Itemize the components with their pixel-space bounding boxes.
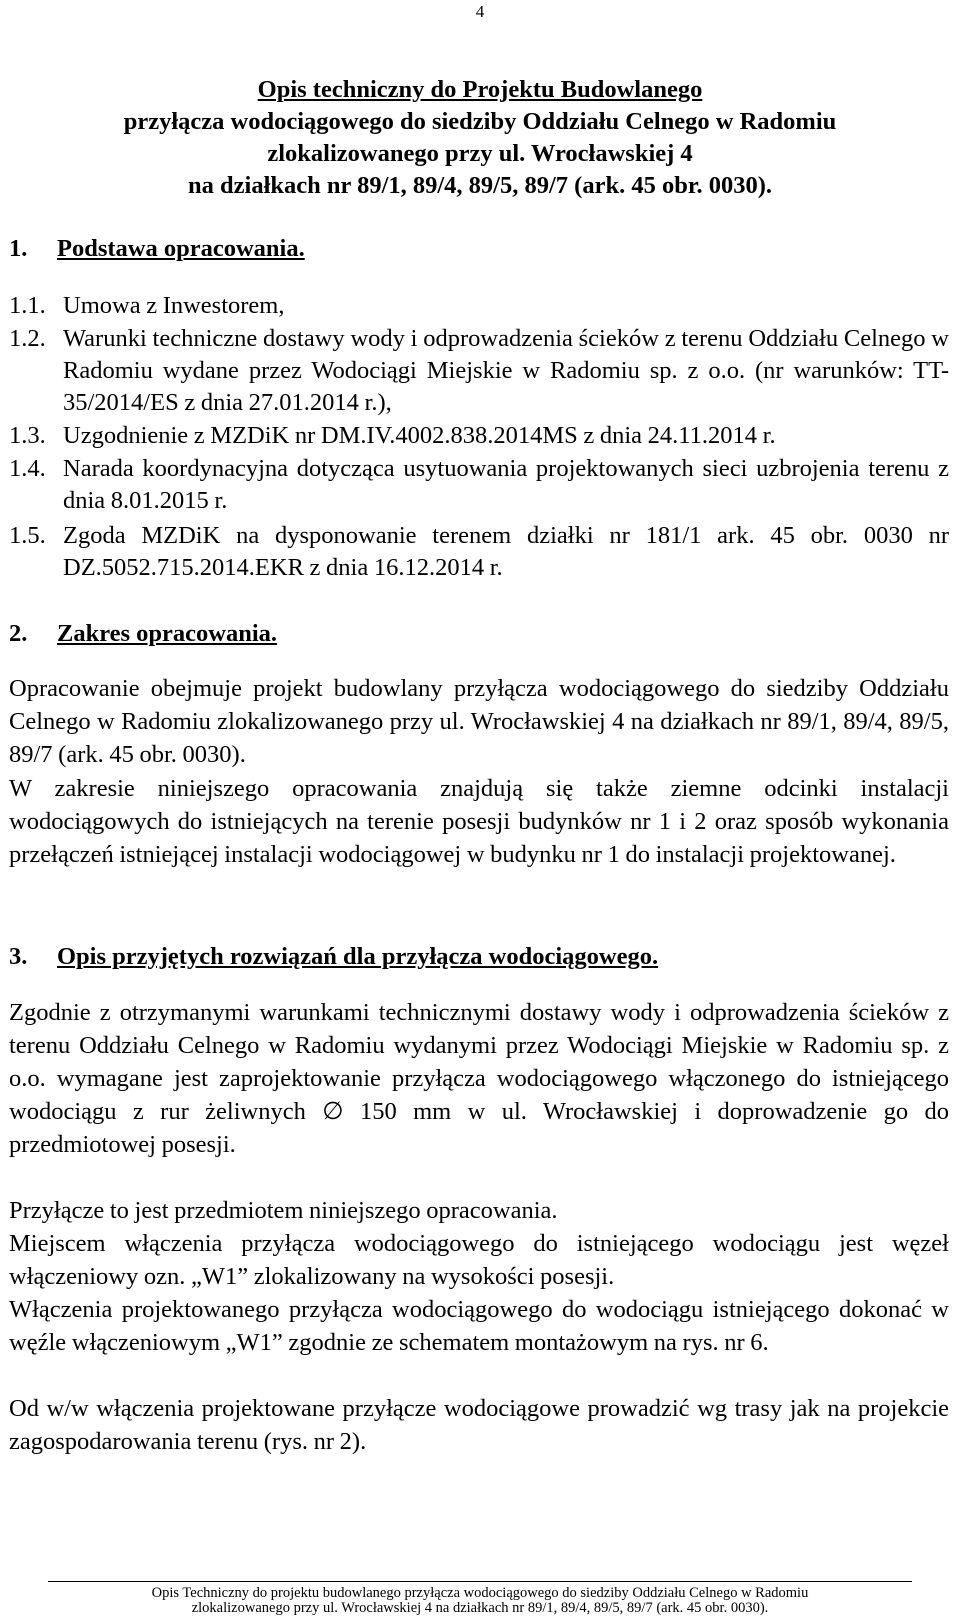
footer-line-1: Opis Techniczny do projektu budowlanego przyłącza wodociągowego do siedziby Oddziału Celnego w Radomiu <box>151 1585 809 1601</box>
section-3-paragraph-1: Zgodnie z otrzymanymi warunkami technicznymi dostawy wody i odprowadzenia ścieków z terenu Oddziału Celnego w Radomiu wydanymi przez Wodociągi Miejskie w Radomiu sp. z o.o. wymagane jest zaprojektowanie przyłącza wodociągowego włączonego do istniejącego wodociągu z rur żeliwnych ∅ 150 mm w ul. Wrocławskiej i doprowadzenie go do przedmiotowej posesji. <box>9 999 949 1158</box>
list-item-number: 1.2. <box>9 325 46 352</box>
list-item-number: 1.1. <box>9 292 46 319</box>
title-line-2: przyłącza wodociągowego do siedziby Oddziału Celnego w Radomiu <box>123 108 837 135</box>
list-item-1-5 <box>9 520 949 584</box>
section-1-heading <box>9 234 305 264</box>
list-item-1-1 <box>9 290 949 322</box>
document-title <box>0 74 960 202</box>
list-item-number: 1.4. <box>9 455 46 482</box>
section-3-paragraph-4: Włączenia projektowanego przyłącza wodociągowego do wodociągu istniejącego dokonać w węźle włączeniowym „W1” zgodnie ze schematem montażowym na rys. nr 6. <box>9 1296 949 1356</box>
footer-line-2: zlokalizowanego przy ul. Wrocławskiej 4 na działkach nr 89/1, 89/4, 89/5, 89/7 (ark. 45 obr. 0030). <box>191 1600 769 1616</box>
list-item-text: Umowa z Inwestorem, <box>63 292 285 319</box>
list-item-text: Warunki techniczne dostawy wody i odprowadzenia ścieków z terenu Oddziału Celnego w Radomiu wydane przez Wodociągi Miejskie w Radomiu sp. z o.o. (nr warunków: TT-35/2014/ES z dnia 27.01.2014 r.), <box>63 325 949 416</box>
section-1-number: 1. <box>9 235 28 262</box>
section-3-number: 3. <box>9 943 28 970</box>
list-item-number: 1.3. <box>9 422 46 449</box>
footer-divider <box>48 1581 912 1582</box>
title-line-4: na działkach nr 89/1, 89/4, 89/5, 89/7 (ark. 45 obr. 0030). <box>188 172 772 199</box>
section-2-number: 2. <box>9 620 28 647</box>
page-footer <box>0 1586 960 1616</box>
section-3-paragraph-3: Miejscem włączenia przyłącza wodociągowego do istniejącego wodociągu jest węzeł włączeniowy ozn. „W1” zlokalizowany na wysokości posesji. <box>9 1230 949 1290</box>
section-2-paragraph-1: Opracowanie obejmuje projekt budowlany przyłącza wodociągowego do siedziby Oddziału Celnego w Radomiu zlokalizowanego przy ul. Wrocławskiej 4 na działkach nr 89/1, 89/4, 89/5, 89/7 (ark. 45 obr. 0030). <box>9 675 949 768</box>
section-2-title: Zakres opracowania. <box>57 620 278 647</box>
list-item-1-2 <box>9 323 949 419</box>
title-line-3: zlokalizowanego przy ul. Wrocławskiej 4 <box>267 140 693 167</box>
section-1-title: Podstawa opracowania. <box>57 235 305 262</box>
page-number: 4 <box>475 2 485 21</box>
section-3-paragraph-5: Od w/w włączenia projektowane przyłącze wodociągowe prowadzić wg trasy jak na projekcie zagospodarowania terenu (rys. nr 2). <box>9 1395 949 1455</box>
list-item-1-4 <box>9 453 949 517</box>
list-item-1-3 <box>9 420 949 452</box>
section-2-heading <box>9 619 277 649</box>
title-line-1: Opis techniczny do Projektu Budowlanego <box>257 76 703 103</box>
list-item-text: Uzgodnienie z MZDiK nr DM.IV.4002.838.2014MS z dnia 24.11.2014 r. <box>63 422 776 449</box>
list-item-number: 1.5. <box>9 522 46 549</box>
section-3-heading <box>9 942 658 972</box>
section-3-paragraph-2: Przyłącze to jest przedmiotem niniejszego opracowania. <box>9 1197 558 1224</box>
list-item-text: Zgoda MZDiK na dysponowanie terenem działki nr 181/1 ark. 45 obr. 0030 nr DZ.5052.715.2014.EKR z dnia 16.12.2014 r. <box>63 522 949 581</box>
list-item-text: Narada koordynacyjna dotycząca usytuowania projektowanych sieci uzbrojenia terenu z dnia 8.01.2015 r. <box>63 455 949 514</box>
section-2-paragraph-2: W zakresie niniejszego opracowania znajdują się także ziemne odcinki instalacji wodociągowych do istniejących na terenie posesji budynków nr 1 i 2 oraz sposób wykonania przełączeń istniejącej instalacji wodociągowej w budynku nr 1 do instalacji projektowanej. <box>9 775 949 868</box>
section-3-title: Opis przyjętych rozwiązań dla przyłącza wodociągowego. <box>57 943 659 970</box>
